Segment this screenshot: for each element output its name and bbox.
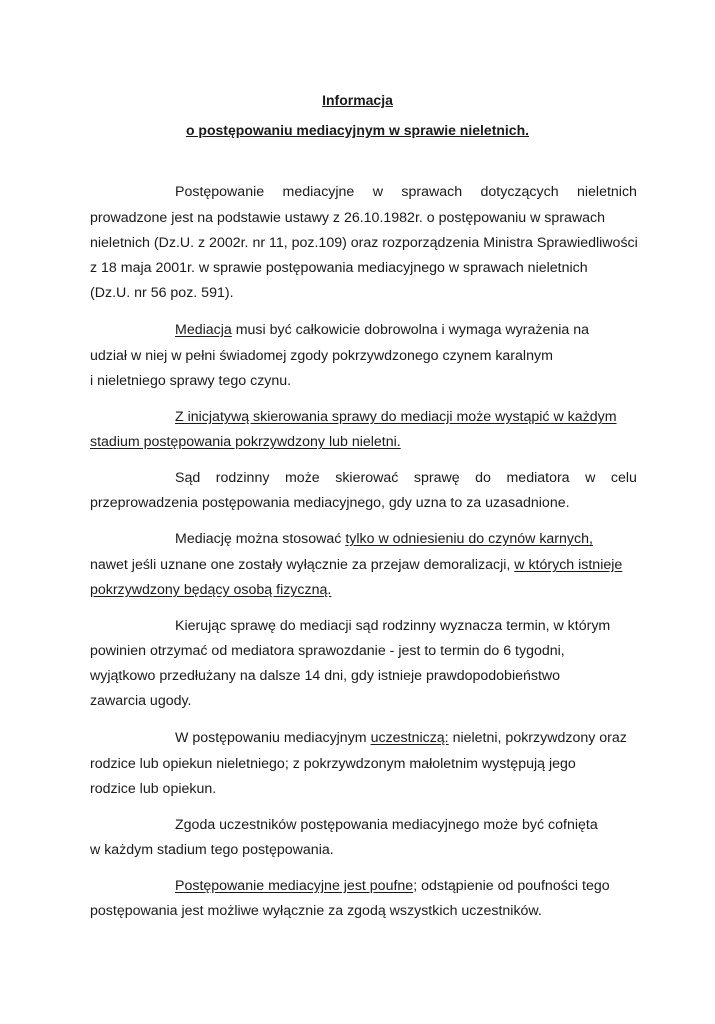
underlined-phrase: Postępowanie mediacyjne jest poufne bbox=[175, 878, 414, 894]
underlined-term: uczestniczą: bbox=[370, 730, 449, 746]
document-title: Informacja bbox=[322, 92, 393, 108]
word: mediatora bbox=[506, 470, 570, 486]
paragraph-voluntary-line-1: Mediacja musi być całkowicie dobrowolna i wymaga wyrażenia na bbox=[175, 322, 589, 338]
paragraph-court-line-2: przeprowadzenia postępowania mediacyjnego, gdy uzna to za uzasadnione. bbox=[90, 495, 570, 511]
document-subtitle: o postępowaniu mediacyjnym w sprawie nieletnich. bbox=[185, 122, 530, 138]
underlined-phrase: w których istnieje bbox=[514, 557, 623, 573]
underlined-term: Mediacja bbox=[175, 322, 232, 338]
word: celu bbox=[610, 470, 637, 486]
word: sprawę bbox=[413, 470, 460, 486]
paragraph-deadline-line-4: zawarcia ugody. bbox=[90, 693, 192, 709]
word: mediacyjne bbox=[282, 184, 355, 200]
word: Sąd bbox=[175, 470, 201, 486]
paragraph-legal-basis-line-2: prowadzone jest na podstawie ustawy z 26.10.1982r. o postępowaniu w sprawach bbox=[90, 210, 606, 226]
paragraph-voluntary-line-3: i nieletniego sprawy tego czynu. bbox=[90, 373, 292, 389]
word: skierować bbox=[335, 470, 399, 486]
paragraph-court-line-1 bbox=[175, 469, 637, 487]
paragraph-legal-basis-line-1 bbox=[175, 183, 637, 201]
paragraph-deadline-line-3: wyjątkowo przedłużany na dalsze 14 dni, gdy istnieje prawdopodobieństwo bbox=[90, 668, 561, 684]
word: nieletnich bbox=[577, 184, 637, 200]
word: do bbox=[475, 470, 491, 486]
paragraph-confidentiality-line-1: Postępowanie mediacyjne jest poufne; odstąpienie od poufności tego bbox=[175, 878, 610, 894]
underlined-phrase: tylko w odniesieniu do czynów karnych, bbox=[345, 531, 593, 547]
paragraph-consent-line-1: Zgoda uczestników postępowania mediacyjnego może być cofnięta bbox=[175, 817, 598, 833]
paragraph-voluntary-line-2: udział w niej w pełni świadomej zgody pokrzywdzonego czynem karalnym bbox=[90, 348, 553, 364]
word: rodzinny bbox=[215, 470, 270, 486]
paragraph-scope-line-1: Mediację można stosować tylko w odniesieniu do czynów karnych, bbox=[175, 531, 593, 547]
paragraph-participants-line-1: W postępowaniu mediacyjnym uczestniczą: nieletni, pokrzywdzony oraz bbox=[175, 730, 627, 746]
paragraph-initiative-line-1: Z inicjatywą skierowania sprawy do mediacji może wystąpić w każdym bbox=[175, 409, 617, 425]
paragraph-legal-basis-line-4: z 18 maja 2001r. w sprawie postępowania mediacyjnego w sprawach nieletnich bbox=[90, 260, 588, 276]
paragraph-legal-basis-line-3: nieletnich (Dz.U. z 2002r. nr 11, poz.109) oraz rozporządzenia Ministra Sprawiedliwości bbox=[90, 235, 638, 251]
paragraph-scope-line-3: pokrzywdzony będący osobą fizyczną. bbox=[90, 582, 332, 598]
word: dotyczących bbox=[480, 184, 559, 200]
paragraph-consent-line-2: w każdym stadium tego postępowania. bbox=[90, 842, 334, 858]
paragraph-initiative-line-2: stadium postępowania pokrzywdzony lub nieletni. bbox=[90, 434, 401, 450]
word: może bbox=[284, 470, 320, 486]
paragraph-participants-line-3: rodzice lub opiekun. bbox=[90, 781, 217, 797]
paragraph-confidentiality-line-2: postępowania jest możliwe wyłącznie za zgodą wszystkich uczestników. bbox=[90, 903, 542, 919]
word: Postępowanie bbox=[175, 184, 265, 200]
paragraph-deadline-line-2: powinien otrzymać od mediatora sprawozdanie - jest to termin do 6 tygodni, bbox=[90, 643, 565, 659]
paragraph-legal-basis-line-5: (Dz.U. nr 56 poz. 591). bbox=[90, 285, 234, 301]
paragraph-deadline-line-1: Kierując sprawę do mediacji sąd rodzinny wyznacza termin, w którym bbox=[175, 618, 611, 634]
word: w bbox=[585, 470, 596, 486]
paragraph-scope-line-2: nawet jeśli uznane one zostały wyłącznie za przejaw demoralizacji, w których istnieje bbox=[90, 557, 623, 573]
word: w bbox=[372, 184, 383, 200]
paragraph-participants-line-2: rodzice lub opiekun nieletniego; z pokrzywdzonym małoletnim występują jego bbox=[90, 756, 576, 772]
word: sprawach bbox=[401, 184, 463, 200]
